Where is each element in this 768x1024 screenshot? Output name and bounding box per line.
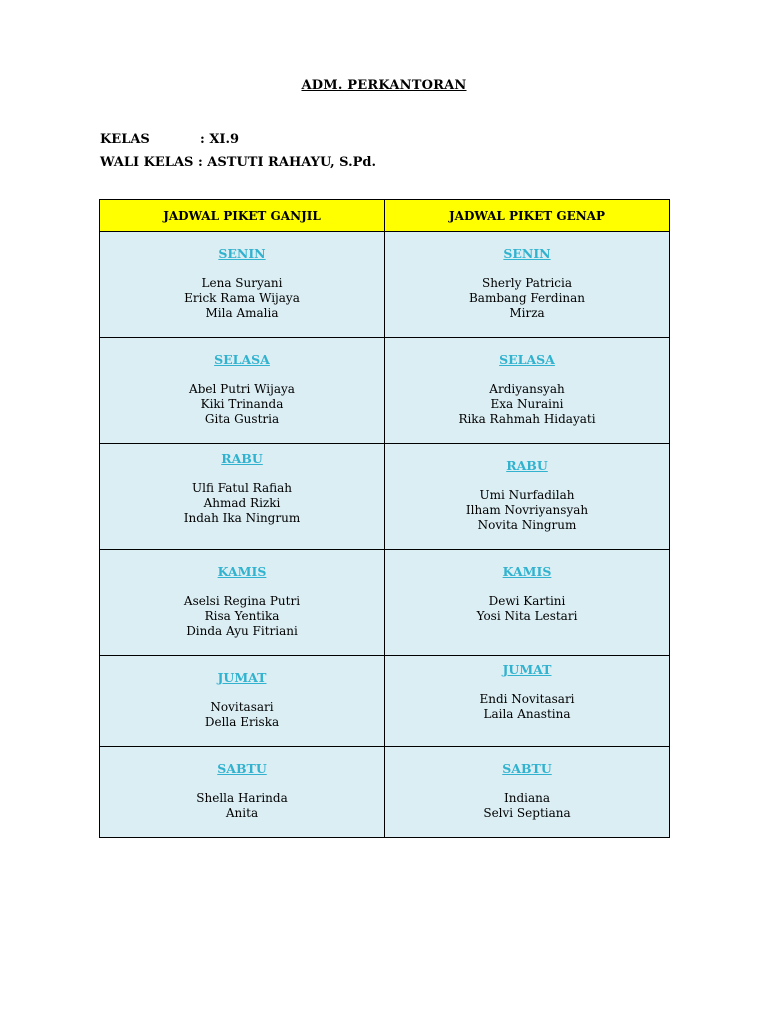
student-name: Novitasari <box>210 700 274 714</box>
student-name: Ilham Novriyansyah <box>465 503 589 517</box>
header-genap: JADWAL PIKET GENAP <box>385 200 670 232</box>
student-name: Endi Novitasari <box>479 692 575 706</box>
table-row <box>100 747 670 838</box>
student-name: Ahmad Rizki <box>203 496 281 510</box>
table-row <box>100 550 670 656</box>
ganjil-cell <box>100 747 385 838</box>
table-row <box>100 232 670 338</box>
genap-cell <box>385 550 670 656</box>
day-label: SABTU <box>217 761 267 776</box>
student-name: Gita Gustria <box>204 412 280 426</box>
genap-cell <box>385 338 670 444</box>
day-label: RABU <box>221 451 263 466</box>
day-label: RABU <box>506 458 548 473</box>
student-name: Risa Yentika <box>204 609 280 623</box>
student-name: Yosi Nita Lestari <box>476 609 578 623</box>
day-label: SENIN <box>218 246 266 261</box>
student-name: Ardiyansyah <box>489 382 565 396</box>
table-row <box>100 338 670 444</box>
day-label: SABTU <box>502 761 552 776</box>
student-name: Exa Nuraini <box>490 397 564 411</box>
student-name: Erick Rama Wijaya <box>184 291 300 305</box>
student-name: Mirza <box>509 306 545 320</box>
student-name: Umi Nurfadilah <box>479 488 575 502</box>
student-name: Shella Harinda <box>196 791 288 805</box>
day-label: KAMIS <box>217 564 267 579</box>
table-row <box>100 444 670 550</box>
genap-cell <box>385 232 670 338</box>
header-ganjil: JADWAL PIKET GANJIL <box>100 200 385 232</box>
wali-kelas-value: : ASTUTI RAHAYU, S.Pd. <box>197 155 376 170</box>
student-name: Abel Putri Wijaya <box>189 382 295 396</box>
student-name: Lena Suryani <box>201 276 283 290</box>
schedule-table <box>99 199 670 838</box>
student-name: Dewi Kartini <box>488 594 566 608</box>
student-name: Novita Ningrum <box>477 518 577 532</box>
day-label: SELASA <box>499 352 555 367</box>
ganjil-cell <box>100 550 385 656</box>
student-name: Indiana <box>503 791 551 805</box>
header-row <box>100 200 670 232</box>
student-name: Anita <box>225 806 259 820</box>
wali-kelas-label: WALI KELAS <box>100 155 194 170</box>
student-name: Della Eriska <box>204 715 280 729</box>
genap-cell <box>385 656 670 747</box>
student-name: Indah Ika Ningrum <box>183 511 301 525</box>
table-row <box>100 656 670 747</box>
student-name: Mila Amalia <box>205 306 279 320</box>
ganjil-cell <box>100 656 385 747</box>
genap-cell <box>385 747 670 838</box>
student-name: Aselsi Regina Putri <box>183 594 301 608</box>
student-name: Sherly Patricia <box>481 276 573 290</box>
student-name: Dinda Ayu Fitriani <box>186 624 298 638</box>
day-label: JUMAT <box>217 670 267 685</box>
ganjil-cell <box>100 338 385 444</box>
genap-cell <box>385 444 670 550</box>
student-name: Ulfi Fatul Rafiah <box>192 481 292 495</box>
day-label: SELASA <box>214 352 270 367</box>
student-name: Rika Rahmah Hidayati <box>458 412 596 426</box>
kelas-label: KELAS <box>100 132 150 147</box>
ganjil-cell <box>100 444 385 550</box>
wali-kelas-line <box>100 155 376 170</box>
day-label: JUMAT <box>502 662 552 677</box>
day-label: SENIN <box>503 246 551 261</box>
student-name: Bambang Ferdinan <box>468 291 586 305</box>
student-name: Selvi Septiana <box>483 806 571 820</box>
day-label: KAMIS <box>502 564 552 579</box>
student-name: Kiki Trinanda <box>200 397 284 411</box>
student-name: Laila Anastina <box>483 707 571 721</box>
document-title: ADM. PERKANTORAN <box>301 78 467 93</box>
ganjil-cell <box>100 232 385 338</box>
kelas-line <box>100 132 239 147</box>
kelas-value: : XI.9 <box>200 132 240 147</box>
